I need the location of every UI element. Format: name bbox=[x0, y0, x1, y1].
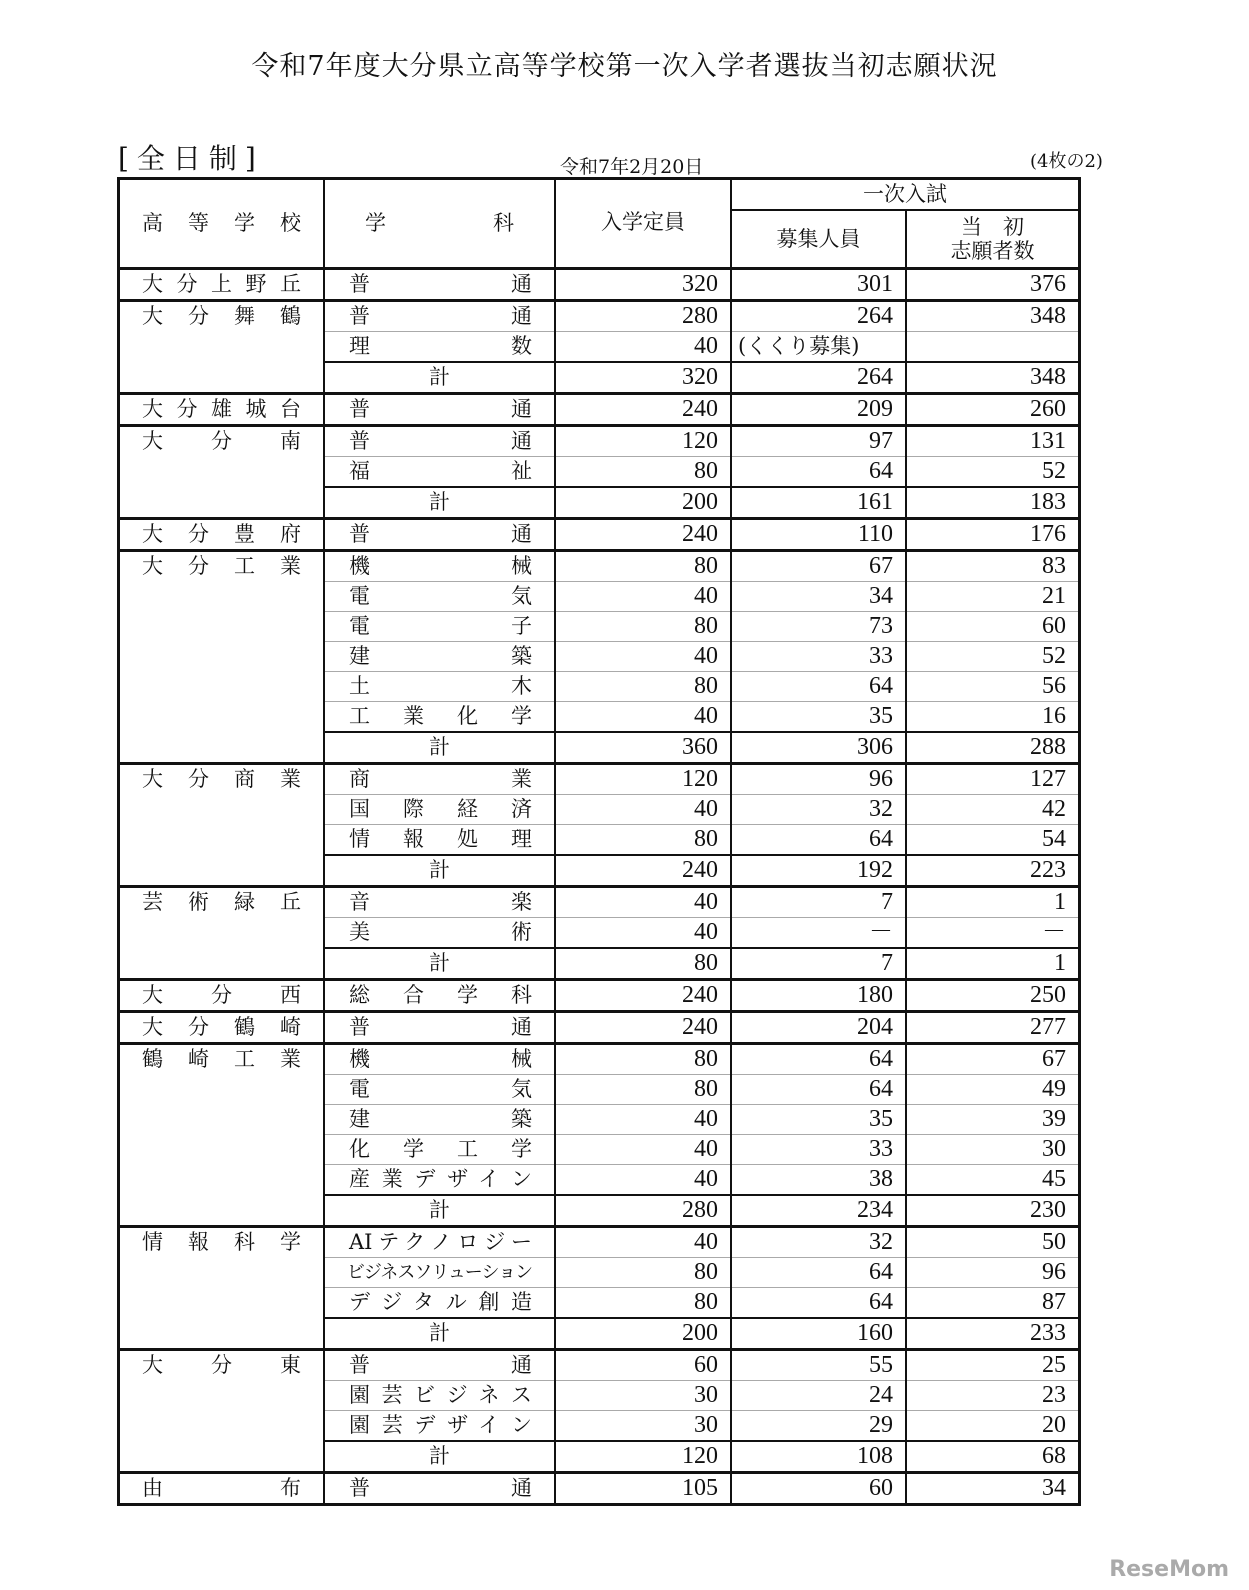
applicants-cell: 277 bbox=[906, 1012, 1080, 1044]
applicants-cell: 87 bbox=[906, 1288, 1080, 1319]
applicants-cell: 42 bbox=[906, 795, 1080, 825]
dept-name bbox=[324, 612, 555, 642]
dept-name-text: 電気 bbox=[349, 584, 532, 608]
recruit-cell: 97 bbox=[731, 426, 906, 457]
recruit-cell: 301 bbox=[731, 269, 906, 301]
capacity-cell: 40 bbox=[555, 332, 731, 363]
recruit-total: 7 bbox=[731, 948, 906, 980]
dept-name-text: 普通 bbox=[349, 1015, 532, 1039]
table-row bbox=[119, 764, 1080, 795]
capacity-cell: 80 bbox=[555, 457, 731, 488]
school-name-text: 大分東 bbox=[142, 1353, 301, 1377]
applicants-cell: 67 bbox=[906, 1044, 1080, 1075]
recruit-cell: 55 bbox=[731, 1350, 906, 1381]
dept-name bbox=[324, 887, 555, 918]
capacity-cell: 40 bbox=[555, 1165, 731, 1196]
school-name-text: 大分豊府 bbox=[142, 522, 301, 546]
applicants-total: 68 bbox=[906, 1441, 1080, 1473]
resemom-logo: ReseMom bbox=[1109, 1557, 1229, 1582]
dept-name-text: 電子 bbox=[349, 614, 532, 638]
recruit-cell: 264 bbox=[731, 301, 906, 332]
header-applicants-line1: 当 初 bbox=[961, 215, 1024, 239]
table-row bbox=[119, 887, 1080, 918]
dept-name-text: 園芸デザイン bbox=[349, 1413, 532, 1437]
school-name bbox=[119, 887, 325, 980]
dept-name bbox=[324, 582, 555, 612]
capacity-total: 280 bbox=[555, 1195, 731, 1227]
capacity-cell: 40 bbox=[555, 1227, 731, 1258]
header-school bbox=[119, 179, 325, 269]
school-name bbox=[119, 301, 325, 394]
recruit-total: 161 bbox=[731, 487, 906, 519]
capacity-cell: 80 bbox=[555, 825, 731, 856]
capacity-cell: 105 bbox=[555, 1473, 731, 1505]
school-name-text: 大分南 bbox=[142, 429, 301, 453]
dept-name-text: 電気 bbox=[349, 1077, 532, 1101]
dept-name bbox=[324, 795, 555, 825]
applicants-cell: 49 bbox=[906, 1075, 1080, 1105]
dept-name-text: 理数 bbox=[349, 334, 532, 358]
dept-name bbox=[324, 1165, 555, 1196]
recruit-cell: 64 bbox=[731, 457, 906, 488]
dept-name bbox=[324, 457, 555, 488]
dept-name-text: 土木 bbox=[349, 674, 532, 698]
capacity-cell: 80 bbox=[555, 1258, 731, 1288]
capacity-total: 200 bbox=[555, 1318, 731, 1350]
capacity-cell: 80 bbox=[555, 672, 731, 702]
dept-name bbox=[324, 269, 555, 301]
recruit-cell: 209 bbox=[731, 394, 906, 426]
school-name-text: 大分舞鶴 bbox=[142, 304, 301, 328]
dept-name-text: 総合学科 bbox=[349, 983, 532, 1007]
subtotal-label: 計 bbox=[324, 855, 555, 887]
applicants-cell: 127 bbox=[906, 764, 1080, 795]
applicants-cell: 60 bbox=[906, 612, 1080, 642]
document-title: 令和7年度大分県立高等学校第一次入学者選抜当初志願状況 bbox=[251, 51, 998, 82]
applicants-cell: 39 bbox=[906, 1105, 1080, 1135]
capacity-total: 320 bbox=[555, 362, 731, 394]
school-name-text: 大分鶴崎 bbox=[142, 1015, 301, 1039]
applicants-cell: 52 bbox=[906, 642, 1080, 672]
recruit-cell: 67 bbox=[731, 551, 906, 582]
recruit-cell: 29 bbox=[731, 1411, 906, 1442]
applicants-cell: 56 bbox=[906, 672, 1080, 702]
recruit-cell: 24 bbox=[731, 1381, 906, 1411]
applicants-total: 233 bbox=[906, 1318, 1080, 1350]
recruit-cell: 64 bbox=[731, 1075, 906, 1105]
subtotal-label: 計 bbox=[324, 487, 555, 519]
recruit-cell: 38 bbox=[731, 1165, 906, 1196]
school-name-text: 大分商業 bbox=[142, 767, 301, 791]
recruit-cell: 110 bbox=[731, 519, 906, 551]
applicants-cell: 83 bbox=[906, 551, 1080, 582]
dept-name-text: 音楽 bbox=[349, 890, 532, 914]
dept-name bbox=[324, 702, 555, 733]
school-name bbox=[119, 1012, 325, 1044]
dept-name bbox=[324, 1044, 555, 1075]
dept-name-text: 建築 bbox=[349, 1107, 532, 1131]
capacity-cell: 40 bbox=[555, 642, 731, 672]
applicants-cell: 348 bbox=[906, 301, 1080, 332]
capacity-cell: 60 bbox=[555, 1350, 731, 1381]
capacity-cell: 80 bbox=[555, 1044, 731, 1075]
recruit-cell: 64 bbox=[731, 1288, 906, 1319]
applicants-table bbox=[117, 177, 1081, 1506]
school-name-text: 大分上野丘 bbox=[142, 272, 301, 296]
dept-name bbox=[324, 332, 555, 363]
capacity-cell: 80 bbox=[555, 551, 731, 582]
applicants-cell: 21 bbox=[906, 582, 1080, 612]
recruit-total: 192 bbox=[731, 855, 906, 887]
table-row bbox=[119, 519, 1080, 551]
capacity-cell: 40 bbox=[555, 918, 731, 949]
recruit-cell: 64 bbox=[731, 1258, 906, 1288]
recruit-total: 160 bbox=[731, 1318, 906, 1350]
section-label: [全日制] bbox=[118, 142, 264, 175]
capacity-cell: 240 bbox=[555, 394, 731, 426]
dept-name-text: 普通 bbox=[349, 397, 532, 421]
capacity-cell: 40 bbox=[555, 582, 731, 612]
recruit-total: 234 bbox=[731, 1195, 906, 1227]
applicants-cell: 23 bbox=[906, 1381, 1080, 1411]
school-name bbox=[119, 551, 325, 764]
subtotal-label: 計 bbox=[324, 1318, 555, 1350]
dept-name-text: 普通 bbox=[349, 1476, 532, 1500]
applicants-cell: 260 bbox=[906, 394, 1080, 426]
recruit-total: 108 bbox=[731, 1441, 906, 1473]
capacity-cell: 40 bbox=[555, 702, 731, 733]
capacity-cell: 240 bbox=[555, 980, 731, 1012]
header-capacity: 入学定員 bbox=[555, 179, 731, 269]
applicants-total: 230 bbox=[906, 1195, 1080, 1227]
recruit-cell: 60 bbox=[731, 1473, 906, 1505]
dept-name-text: 福祉 bbox=[349, 459, 532, 483]
school-name-text: 由布 bbox=[142, 1476, 301, 1500]
dept-name bbox=[324, 642, 555, 672]
subtotal-label: 計 bbox=[324, 362, 555, 394]
school-name bbox=[119, 394, 325, 426]
report-date: 令和7年2月20日 bbox=[560, 156, 704, 178]
capacity-cell: 30 bbox=[555, 1411, 731, 1442]
applicants-cell: 20 bbox=[906, 1411, 1080, 1442]
applicants-total: 348 bbox=[906, 362, 1080, 394]
header-applicants bbox=[906, 210, 1080, 269]
capacity-cell: 240 bbox=[555, 1012, 731, 1044]
recruit-cell: 35 bbox=[731, 702, 906, 733]
header-recruit: 募集人員 bbox=[731, 210, 906, 269]
dept-name-text: 化学工学 bbox=[349, 1137, 532, 1161]
recruit-cell: 32 bbox=[731, 1227, 906, 1258]
recruit-cell: 33 bbox=[731, 642, 906, 672]
school-name bbox=[119, 1227, 325, 1350]
recruit-cell: － bbox=[731, 918, 906, 949]
dept-name-text: 商業 bbox=[349, 767, 532, 791]
applicants-cell: 50 bbox=[906, 1227, 1080, 1258]
dept-name-text: 機械 bbox=[349, 554, 532, 578]
recruit-total: 264 bbox=[731, 362, 906, 394]
applicants-cell bbox=[906, 332, 1080, 363]
school-name bbox=[119, 1473, 325, 1505]
dept-name-text: 普通 bbox=[349, 522, 532, 546]
recruit-cell: 73 bbox=[731, 612, 906, 642]
applicants-cell: 54 bbox=[906, 825, 1080, 856]
applicants-cell: 52 bbox=[906, 457, 1080, 488]
capacity-total: 80 bbox=[555, 948, 731, 980]
capacity-cell: 80 bbox=[555, 1075, 731, 1105]
table-row bbox=[119, 1012, 1080, 1044]
dept-name-text: デジタル創造 bbox=[349, 1290, 532, 1314]
dept-name bbox=[324, 825, 555, 856]
dept-name bbox=[324, 1411, 555, 1442]
table-row bbox=[119, 426, 1080, 457]
capacity-total: 240 bbox=[555, 855, 731, 887]
dept-name: ビジネスソリューション bbox=[324, 1258, 555, 1288]
dept-name-text: 美術 bbox=[349, 920, 532, 944]
dept-name-text: AIテクノロジー bbox=[349, 1230, 532, 1254]
recruit-cell: 34 bbox=[731, 582, 906, 612]
applicants-cell: 16 bbox=[906, 702, 1080, 733]
applicants-cell: 96 bbox=[906, 1258, 1080, 1288]
dept-name bbox=[324, 1135, 555, 1165]
recruit-cell: (くくり募集) bbox=[731, 332, 906, 363]
dept-name bbox=[324, 551, 555, 582]
school-name-text: 大分雄城台 bbox=[142, 397, 301, 421]
capacity-cell: 320 bbox=[555, 269, 731, 301]
applicants-total: 1 bbox=[906, 948, 1080, 980]
school-name bbox=[119, 764, 325, 887]
dept-name bbox=[324, 1105, 555, 1135]
capacity-cell: 40 bbox=[555, 887, 731, 918]
capacity-cell: 240 bbox=[555, 519, 731, 551]
dept-name bbox=[324, 672, 555, 702]
subtotal-label: 計 bbox=[324, 1195, 555, 1227]
dept-name bbox=[324, 1012, 555, 1044]
table-row bbox=[119, 1350, 1080, 1381]
table-body bbox=[119, 269, 1080, 1505]
capacity-total: 120 bbox=[555, 1441, 731, 1473]
dept-name-text: 情報処理 bbox=[349, 827, 532, 851]
header-applicants-line2: 志願者数 bbox=[950, 239, 1035, 263]
header-school-label: 高等学校 bbox=[142, 211, 301, 235]
dept-name bbox=[324, 1350, 555, 1381]
dept-name bbox=[324, 394, 555, 426]
subtotal-label: 計 bbox=[324, 948, 555, 980]
header-dept bbox=[324, 179, 555, 269]
applicants-cell: 376 bbox=[906, 269, 1080, 301]
capacity-cell: 80 bbox=[555, 612, 731, 642]
school-name-text: 大分工業 bbox=[142, 554, 301, 578]
page-indicator: (4枚の2) bbox=[1030, 151, 1103, 172]
subtotal-label: 計 bbox=[324, 1441, 555, 1473]
dept-name bbox=[324, 918, 555, 949]
school-name-text: 鶴崎工業 bbox=[142, 1047, 301, 1071]
applicants-cell: 1 bbox=[906, 887, 1080, 918]
recruit-cell: 35 bbox=[731, 1105, 906, 1135]
school-name bbox=[119, 1350, 325, 1473]
school-name bbox=[119, 269, 325, 301]
dept-name bbox=[324, 1473, 555, 1505]
dept-name-text: 建築 bbox=[349, 644, 532, 668]
recruit-cell: 64 bbox=[731, 1044, 906, 1075]
dept-name bbox=[324, 519, 555, 551]
dept-name bbox=[324, 1288, 555, 1319]
dept-name-text: 普通 bbox=[349, 429, 532, 453]
capacity-cell: 40 bbox=[555, 1135, 731, 1165]
applicants-cell: 250 bbox=[906, 980, 1080, 1012]
dept-name-text: 産業デザイン bbox=[349, 1167, 532, 1191]
dept-name bbox=[324, 1227, 555, 1258]
table-row bbox=[119, 269, 1080, 301]
dept-name-text: 工業化学 bbox=[349, 704, 532, 728]
dept-name bbox=[324, 1075, 555, 1105]
capacity-total: 200 bbox=[555, 487, 731, 519]
applicants-total: 223 bbox=[906, 855, 1080, 887]
table-row bbox=[119, 980, 1080, 1012]
capacity-cell: 120 bbox=[555, 764, 731, 795]
dept-name bbox=[324, 764, 555, 795]
table-row bbox=[119, 1473, 1080, 1505]
school-name bbox=[119, 980, 325, 1012]
applicants-cell: － bbox=[906, 918, 1080, 949]
applicants-total: 183 bbox=[906, 487, 1080, 519]
recruit-total: 306 bbox=[731, 732, 906, 764]
dept-name bbox=[324, 1381, 555, 1411]
dept-name-text: 普通 bbox=[349, 272, 532, 296]
recruit-cell: 64 bbox=[731, 672, 906, 702]
applicants-cell: 176 bbox=[906, 519, 1080, 551]
dept-name-text: 普通 bbox=[349, 304, 532, 328]
school-name-text: 情報科学 bbox=[142, 1230, 301, 1254]
recruit-cell: 64 bbox=[731, 825, 906, 856]
applicants-total: 288 bbox=[906, 732, 1080, 764]
dept-name-text: 機械 bbox=[349, 1047, 532, 1071]
capacity-cell: 40 bbox=[555, 1105, 731, 1135]
table-row bbox=[119, 1044, 1080, 1075]
header-dept-label: 学科 bbox=[365, 211, 514, 235]
capacity-total: 360 bbox=[555, 732, 731, 764]
applicants-cell: 131 bbox=[906, 426, 1080, 457]
capacity-cell: 120 bbox=[555, 426, 731, 457]
table-row bbox=[119, 1227, 1080, 1258]
dept-name-text: 普通 bbox=[349, 1353, 532, 1377]
dept-name-text: 園芸ビジネス bbox=[349, 1383, 532, 1407]
applicants-cell: 34 bbox=[906, 1473, 1080, 1505]
applicants-cell: 25 bbox=[906, 1350, 1080, 1381]
recruit-cell: 180 bbox=[731, 980, 906, 1012]
applicants-cell: 30 bbox=[906, 1135, 1080, 1165]
dept-name-text: 国際経済 bbox=[349, 797, 532, 821]
dept-name bbox=[324, 301, 555, 332]
school-name-text: 芸術緑丘 bbox=[142, 890, 301, 914]
recruit-cell: 32 bbox=[731, 795, 906, 825]
table-row bbox=[119, 301, 1080, 332]
subtotal-label: 計 bbox=[324, 732, 555, 764]
school-name-text: 大分西 bbox=[142, 983, 301, 1007]
table-row bbox=[119, 551, 1080, 582]
capacity-cell: 80 bbox=[555, 1288, 731, 1319]
school-name bbox=[119, 426, 325, 519]
dept-name bbox=[324, 980, 555, 1012]
recruit-cell: 96 bbox=[731, 764, 906, 795]
dept-name bbox=[324, 426, 555, 457]
capacity-cell: 30 bbox=[555, 1381, 731, 1411]
school-name bbox=[119, 1044, 325, 1227]
capacity-cell: 280 bbox=[555, 301, 731, 332]
school-name bbox=[119, 519, 325, 551]
header-first-exam: 一次入試 bbox=[731, 179, 1080, 211]
recruit-cell: 204 bbox=[731, 1012, 906, 1044]
table-row bbox=[119, 394, 1080, 426]
capacity-cell: 40 bbox=[555, 795, 731, 825]
applicants-cell: 45 bbox=[906, 1165, 1080, 1196]
recruit-cell: 7 bbox=[731, 887, 906, 918]
recruit-cell: 33 bbox=[731, 1135, 906, 1165]
